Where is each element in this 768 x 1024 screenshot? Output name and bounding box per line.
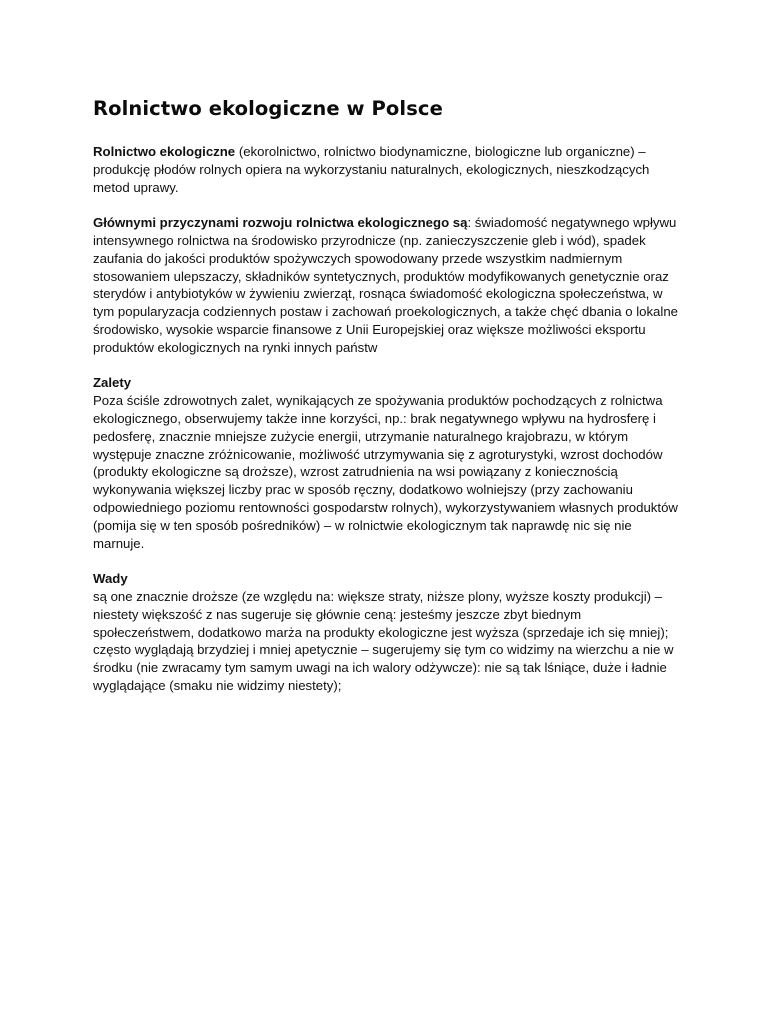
advantages-paragraph: Poza ściśle zdrowotnych zalet, wynikających ze spożywania produktów pochodzących z rolnictwa ekologicznego, obserwujemy także inne korzyści, np.: brak negatywnego wpływu na hydrosferę i pedosferę, znacznie mniejsze zużycie energii, utrzymanie naturalnego krajobrazu, w którym występuje znaczne zróżnicowanie, możliwość utrzymywania się z agroturystyki, wzrost dochodów (produkty ekologiczne są droższe), wzrost zatrudnienia na wsi powiązany z koniecznością wykonywania większej liczby prac w sposób ręczny, dodatkowo wolniejszy (przy zachowaniu odpowiedniego poziomu rentowności gospodarstw rolnych), wykorzystywaniem własnych produktów (pomija się w ten sposób pośredników) – w rolnictwie ekologicznym tak naprawdę nic się nie marnuje. [93, 393, 678, 551]
causes-text: : świadomość negatywnego wpływu intensywnego rolnictwa na środowisko przyrodnicze (np. zanieczyszczenie gleb i wód), spadek zaufania do jakości produktów spożywczych spowodowany przede wszystkim nadmiernym stosowaniem ulepszaczy, składników syntetycznych, produktów modyfikowanych genetycznie oraz sterydów i antybiotyków w żywieniu zwierząt, rosnąca świadomość ekologiczna społeczeństwa, w tym popularyzacja codziennych postaw i zachowań proekologicznych, a także chęć dbania o lokalne środowisko, wysokie wsparcie finansowe z Unii Europejskiej oraz większe możliwości eksportu produktów ekologicznych na rynki innych państw [93, 215, 678, 355]
advantages-heading: Zalety [93, 375, 132, 391]
paragraph-spacer [93, 196, 679, 214]
disadvantages-paragraph: są one znacznie droższe (ze względu na: większe straty, niższe plony, wyższe koszty produkcji) – niestety większość z nas sugeruje się głównie ceną: jesteśmy jeszcze zbyt biednym społeczeństwem, dodatkowo marża na produkty ekologiczne jest wyższa (sprzedaje ich się mniej); często wyglądają brzydziej i mniej apetycznie – sugerujemy się tym co widzimy na wierzchu a nie w środku (nie zwracamy tym samym uwagi na ich walory odżywcze): nie są tak lśniące, duże i ładnie wyglądające (smaku nie widzimy niestety); [93, 588, 674, 693]
causes-term: Głównymi przyczynami rozwoju rolnictwa ekologicznego są [93, 215, 468, 231]
document-body [93, 96, 679, 695]
paragraph-spacer [93, 357, 679, 375]
causes-paragraph [93, 214, 679, 356]
intro-text: (ekorolnictwo, rolnictwo biodynamiczne, biologiczne lub organiczne) – produkcję płodów rolnych opiera na wykorzystaniu naturalnych, ekologicznych, nieszkodzących metod uprawy. [93, 144, 650, 195]
paragraph-spacer [93, 552, 679, 570]
document-title: Rolnictwo ekologiczne w Polsce [93, 97, 443, 120]
intro-term: Rolnictwo ekologiczne [93, 144, 236, 159]
intro-paragraph [93, 143, 679, 196]
disadvantages-heading: Wady [93, 571, 128, 587]
